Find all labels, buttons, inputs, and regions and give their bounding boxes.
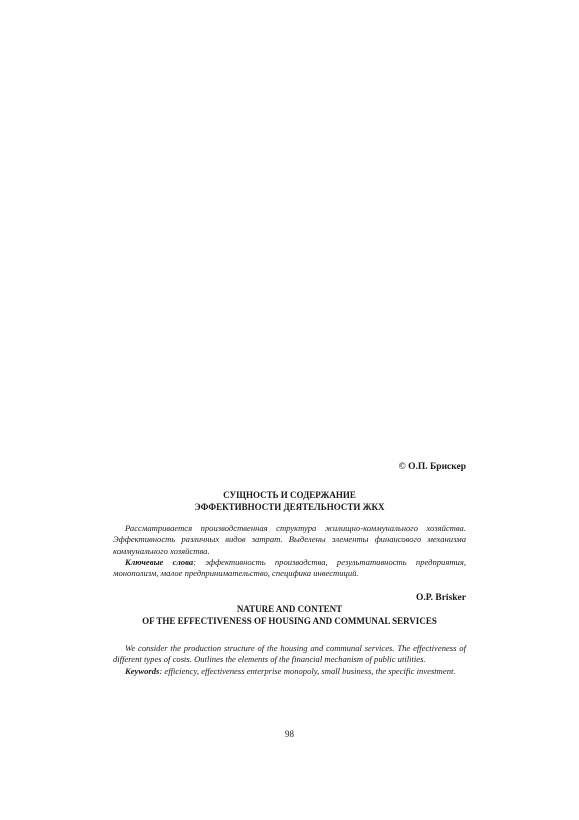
abstract-en-text: We consider the production structure of the housing and communal services. The effectiveness of different types of costs. Outlines the elements of the financial mechanism of public utilities. bbox=[113, 643, 466, 665]
title-en-line1: NATURE AND CONTENT bbox=[236, 604, 343, 614]
keywords-en bbox=[113, 666, 466, 677]
keywords-en-label: Keywords bbox=[125, 665, 160, 676]
title-ru bbox=[113, 489, 466, 513]
page-number: 98 bbox=[285, 729, 294, 739]
author-ru: © О.П. Брискер bbox=[398, 462, 466, 472]
title-en-line2: OF THE EFFECTIVENESS OF HOUSING AND COMMUNAL SERVICES bbox=[142, 615, 437, 626]
title-en bbox=[100, 604, 479, 627]
abstract-en bbox=[113, 643, 466, 677]
title-ru-line1: СУЩНОСТЬ И СОДЕРЖАНИЕ bbox=[223, 490, 356, 500]
abstract-ru-text: Рассматривается производственная структура жилищно-коммунального хозяйства. Эффективность различных видов затрат. Выделены элементы финансового механизма коммунального хозяйства. bbox=[113, 523, 466, 556]
keywords-ru-text: : эффективность производства, результативность предприятия, монополизм, малое предпринимательство, специфика инвестиций. bbox=[113, 556, 466, 579]
keywords-ru-label: Ключевые слова bbox=[125, 556, 194, 567]
keywords-en-text: : efficiency, effectiveness enterprise monopoly, small business, the specific investment. bbox=[159, 665, 456, 676]
keywords-ru bbox=[113, 557, 466, 580]
abstract-ru bbox=[113, 523, 466, 579]
title-ru-line2: ЭФФЕКТИВНОСТИ ДЕЯТЕЛЬНОСТИ ЖКХ bbox=[194, 502, 385, 512]
author-en: O.P. Brisker bbox=[415, 593, 466, 603]
